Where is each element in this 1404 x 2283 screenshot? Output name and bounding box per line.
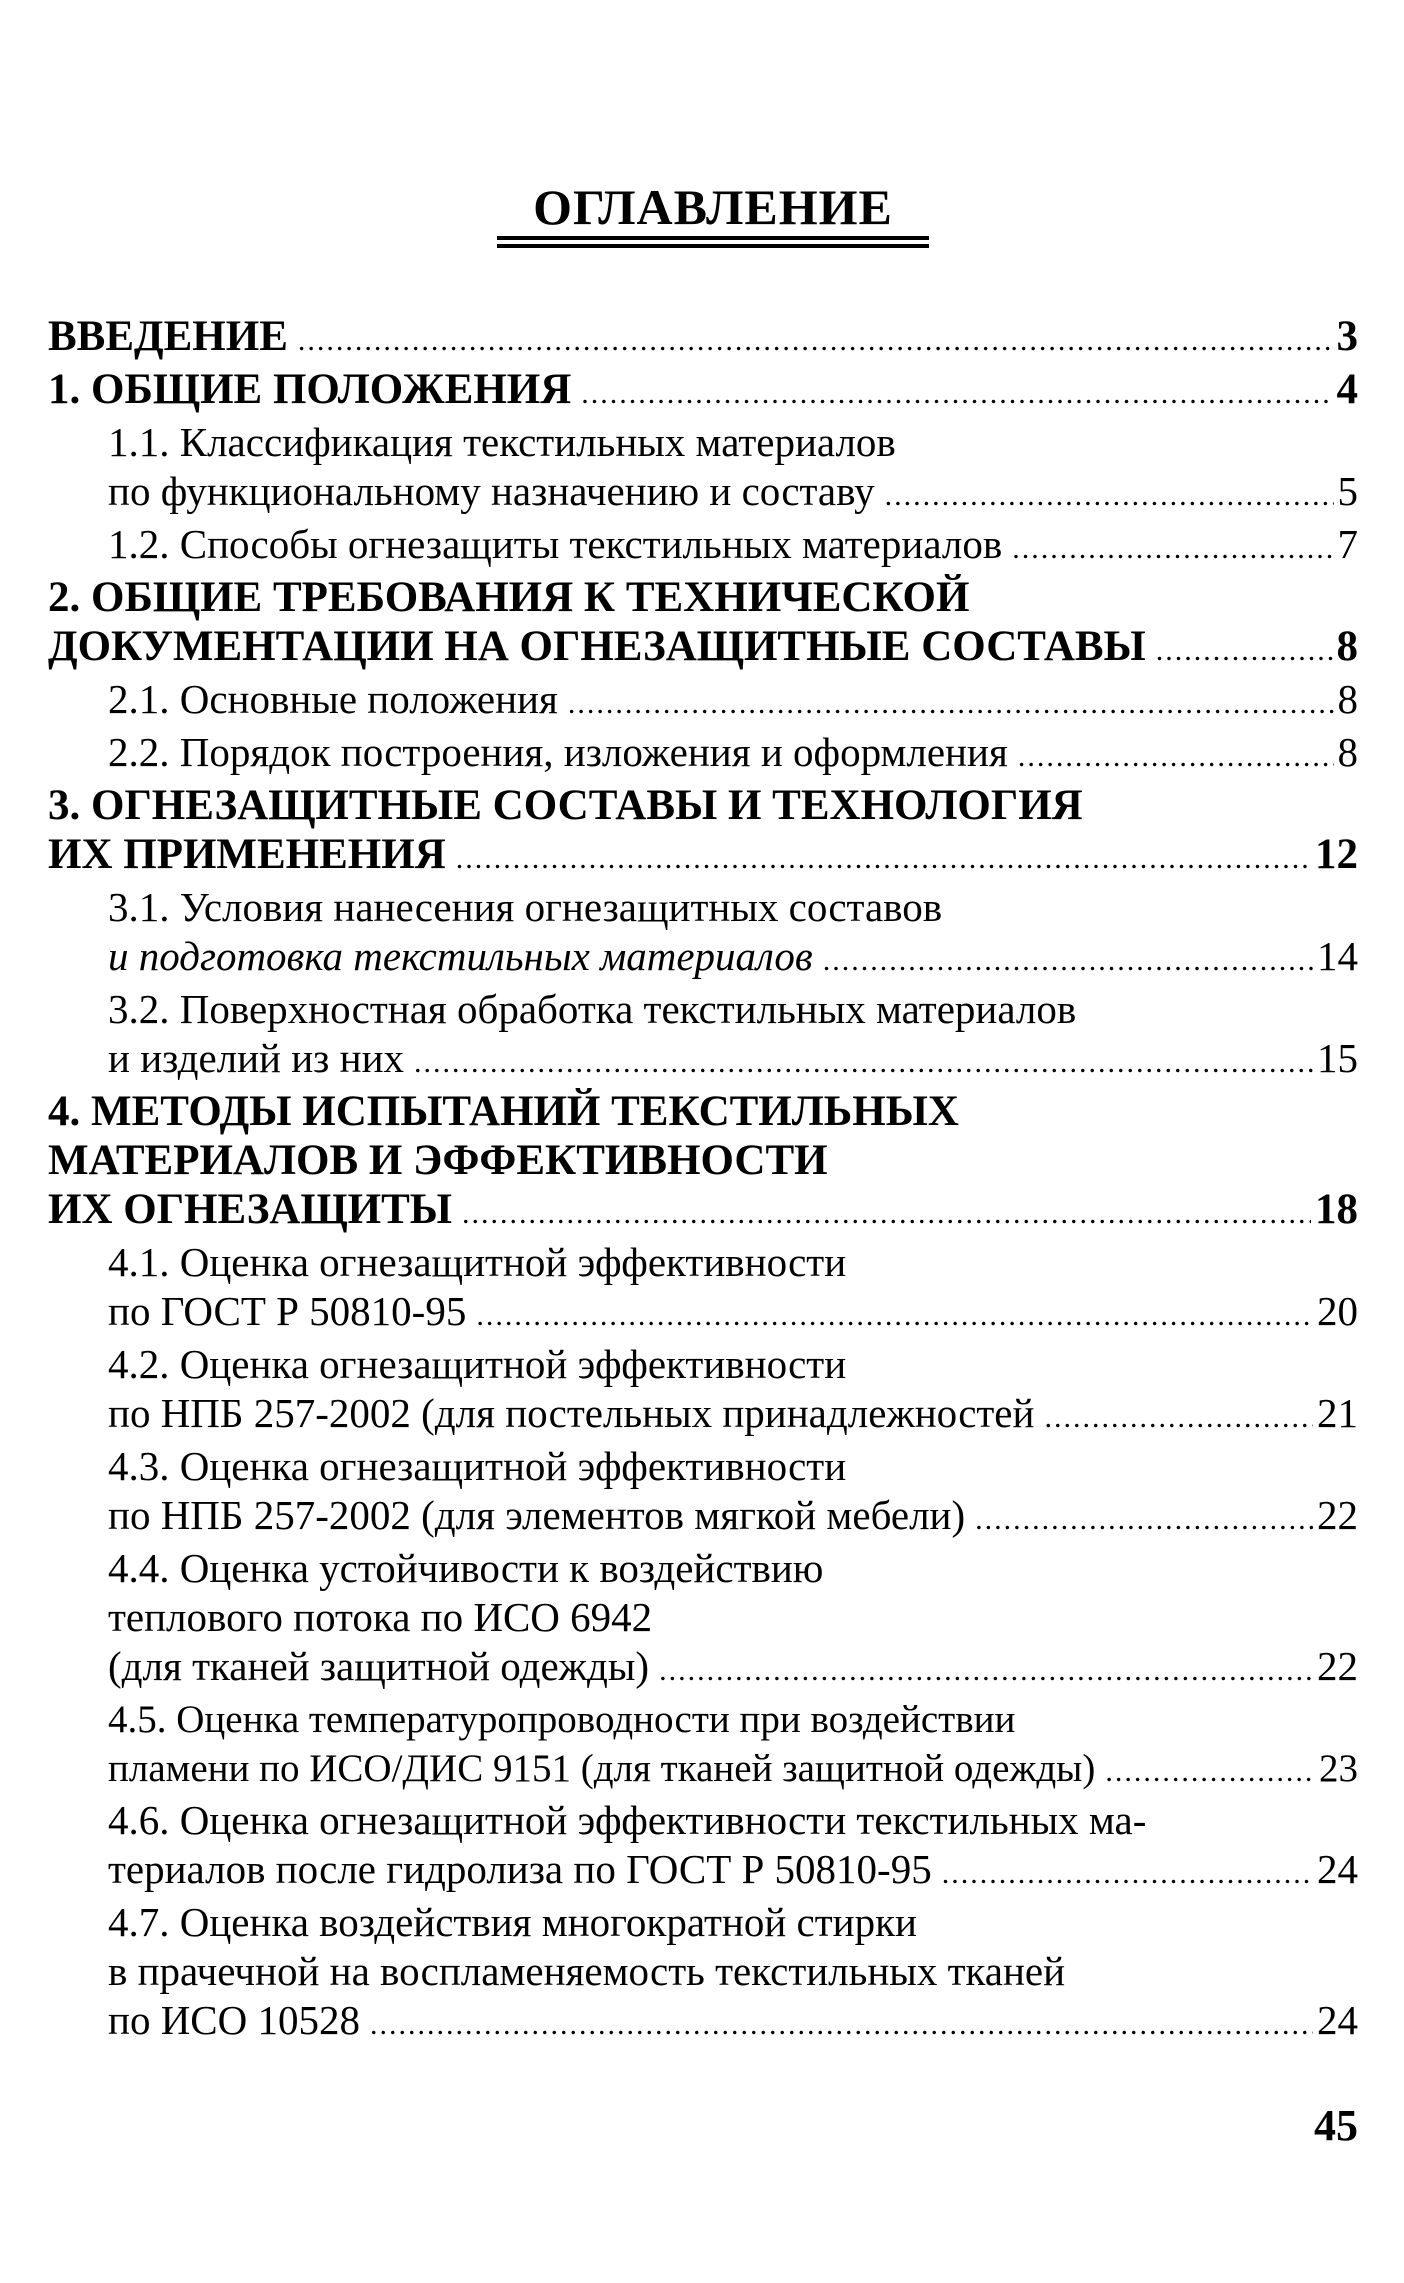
page-title-text: ОГЛАВЛЕНИЕ bbox=[533, 179, 893, 235]
toc-entry-4-7-line-2: в прачечной на воспламеняемость текстильных тканей bbox=[108, 1948, 1066, 1994]
toc-page-number: 22 bbox=[1317, 1643, 1358, 1689]
toc-page-number: 7 bbox=[1337, 521, 1358, 567]
toc-entry-1-1[interactable] bbox=[48, 467, 1358, 520]
toc-entry-section-3-line-1: 3. ОГНЕЗАЩИТНЫЕ СОСТАВЫ И ТЕХНОЛОГИЯ bbox=[48, 782, 1083, 829]
toc-entry-title: териалов после гидролиза по ГОСТ Р 50810-95 bbox=[108, 1846, 932, 1892]
dot-leader bbox=[568, 679, 1334, 728]
toc-entry-introduction[interactable] bbox=[48, 312, 1358, 365]
toc-entry-4-3-line-1: 4.3. Оценка огнезащитной эффективности bbox=[108, 1443, 847, 1489]
toc-page-number: 8 bbox=[1337, 729, 1358, 775]
toc-entry-4-2[interactable] bbox=[48, 1389, 1358, 1442]
toc-entry-4-1[interactable] bbox=[48, 1287, 1358, 1340]
toc-page-number: 24 bbox=[1317, 1997, 1358, 2043]
toc-entry-4-1-line-1: 4.1. Оценка огнезащитной эффективности bbox=[108, 1239, 847, 1285]
dot-leader bbox=[1012, 524, 1333, 573]
toc-entry-4-2-line-1: 4.2. Оценка огнезащитной эффективности bbox=[108, 1341, 847, 1387]
toc-entry-section-4[interactable] bbox=[48, 1185, 1358, 1238]
dot-leader bbox=[476, 1291, 1313, 1340]
toc-entry-section-3[interactable] bbox=[48, 830, 1358, 883]
dot-leader bbox=[370, 2000, 1313, 2049]
dot-leader bbox=[414, 1038, 1313, 1087]
toc-page-number: 8 bbox=[1336, 623, 1358, 670]
toc-page-number: 18 bbox=[1315, 1186, 1358, 1233]
toc-entry-title: (для тканей защитной одежды) bbox=[108, 1643, 650, 1689]
toc-page-number: 14 bbox=[1317, 933, 1358, 979]
toc-entry-title: по ГОСТ Р 50810-95 bbox=[108, 1288, 467, 1334]
dot-leader bbox=[298, 316, 1333, 365]
toc-page-number: 21 bbox=[1317, 1390, 1358, 1436]
toc-entry-3-2[interactable] bbox=[48, 1034, 1358, 1087]
dot-leader bbox=[975, 1495, 1313, 1544]
dot-leader bbox=[659, 1646, 1313, 1695]
toc-entry-title: 2.2. Порядок построения, изложения и оформления bbox=[108, 729, 1008, 775]
toc-entry-1-1-line-1: 1.1. Классификация текстильных материалов bbox=[108, 419, 896, 465]
dot-leader bbox=[1044, 1393, 1313, 1442]
toc-entry-title: пламени по ИСО/ДИС 9151 (для тканей защитной одежды) bbox=[108, 1747, 1096, 1790]
toc-entry-title: и подготовка текстильных материалов bbox=[108, 933, 813, 979]
toc-page-number: 15 bbox=[1317, 1035, 1358, 1081]
toc-entry-title: по ИСО 10528 bbox=[108, 1997, 361, 2043]
page-title bbox=[497, 178, 929, 246]
dot-leader bbox=[456, 834, 1311, 883]
title-underline-top bbox=[497, 236, 929, 240]
toc-entry-4-6-line-1: 4.6. Оценка огнезащитной эффективности текстильных ма- bbox=[108, 1797, 1147, 1843]
toc-entry-title: 1.2. Способы огнезащиты текстильных материалов bbox=[108, 521, 1003, 567]
toc-entry-title: ДОКУМЕНТАЦИИ НА ОГНЕЗАЩИТНЫЕ СОСТАВЫ bbox=[48, 623, 1146, 670]
table-of-contents bbox=[48, 312, 1358, 2049]
dot-leader bbox=[1018, 732, 1334, 781]
toc-page-number: 4 bbox=[1336, 366, 1358, 413]
toc-entry-4-5[interactable] bbox=[48, 1744, 1358, 1796]
title-block bbox=[48, 178, 1358, 246]
dot-leader bbox=[581, 369, 1332, 418]
toc-entry-3-2-line-1: 3.2. Поверхностная обработка текстильных материалов bbox=[108, 986, 1077, 1032]
toc-entry-3-1[interactable] bbox=[48, 932, 1358, 985]
page-number: 45 bbox=[1314, 2101, 1358, 2150]
toc-entry-title: и изделий из них bbox=[108, 1035, 405, 1081]
toc-entry-title: 2.1. Основные положения bbox=[108, 676, 558, 722]
toc-page-number: 23 bbox=[1319, 1747, 1358, 1790]
toc-entry-section-1[interactable] bbox=[48, 365, 1358, 418]
toc-entry-2-2[interactable] bbox=[48, 728, 1358, 781]
toc-entry-4-4[interactable] bbox=[48, 1642, 1358, 1695]
document-page bbox=[48, 0, 1358, 2283]
toc-entry-4-4-line-2: теплового потока по ИСО 6942 bbox=[108, 1594, 653, 1640]
toc-entry-1-2[interactable] bbox=[48, 520, 1358, 573]
toc-entry-4-3[interactable] bbox=[48, 1491, 1358, 1544]
toc-entry-section-4-line-2: МАТЕРИАЛОВ И ЭФФЕКТИВНОСТИ bbox=[48, 1137, 828, 1184]
toc-entry-title: по НПБ 257-2002 (для постельных принадлежностей bbox=[108, 1390, 1035, 1436]
toc-entry-section-4-line-1: 4. МЕТОДЫ ИСПЫТАНИЙ ТЕКСТИЛЬНЫХ bbox=[48, 1088, 959, 1135]
toc-entry-4-6[interactable] bbox=[48, 1845, 1358, 1898]
toc-page-number: 8 bbox=[1337, 676, 1358, 722]
dot-leader bbox=[462, 1189, 1311, 1238]
toc-page-number: 22 bbox=[1317, 1492, 1358, 1538]
toc-entry-title: ИХ ПРИМЕНЕНИЯ bbox=[48, 831, 446, 878]
toc-entry-section-2[interactable] bbox=[48, 622, 1358, 675]
toc-entry-4-7[interactable] bbox=[48, 1996, 1358, 2049]
toc-entry-title: по НПБ 257-2002 (для элементов мягкой мебели) bbox=[108, 1492, 966, 1538]
dot-leader bbox=[942, 1849, 1313, 1898]
title-underline-bottom bbox=[497, 244, 929, 248]
toc-entry-title: 1. ОБЩИЕ ПОЛОЖЕНИЯ bbox=[48, 366, 572, 413]
toc-page-number: 12 bbox=[1315, 831, 1358, 878]
toc-entry-2-1[interactable] bbox=[48, 675, 1358, 728]
dot-leader bbox=[1156, 626, 1333, 675]
dot-leader bbox=[1105, 1747, 1315, 1796]
toc-entry-title: по функциональному назначению и составу bbox=[108, 468, 875, 514]
toc-entry-4-4-line-1: 4.4. Оценка устойчивости к воздействию bbox=[108, 1545, 824, 1591]
toc-entry-3-1-line-1: 3.1. Условия нанесения огнезащитных составов bbox=[108, 884, 943, 930]
toc-page-number: 5 bbox=[1337, 468, 1358, 514]
dot-leader bbox=[823, 936, 1313, 985]
toc-page-number: 3 bbox=[1336, 313, 1358, 360]
toc-entry-4-7-line-1: 4.7. Оценка воздействия многократной стирки bbox=[108, 1899, 917, 1945]
toc-entry-title: ИХ ОГНЕЗАЩИТЫ bbox=[48, 1186, 453, 1233]
toc-page-number: 24 bbox=[1317, 1846, 1358, 1892]
toc-entry-section-2-line-1: 2. ОБЩИЕ ТРЕБОВАНИЯ К ТЕХНИЧЕСКОЙ bbox=[48, 574, 970, 621]
dot-leader bbox=[885, 471, 1334, 520]
toc-entry-title: ВВЕДЕНИЕ bbox=[48, 313, 288, 360]
toc-page-number: 20 bbox=[1317, 1288, 1358, 1334]
toc-entry-4-5-line-1: 4.5. Оценка температуропроводности при воздействии bbox=[108, 1698, 1016, 1741]
